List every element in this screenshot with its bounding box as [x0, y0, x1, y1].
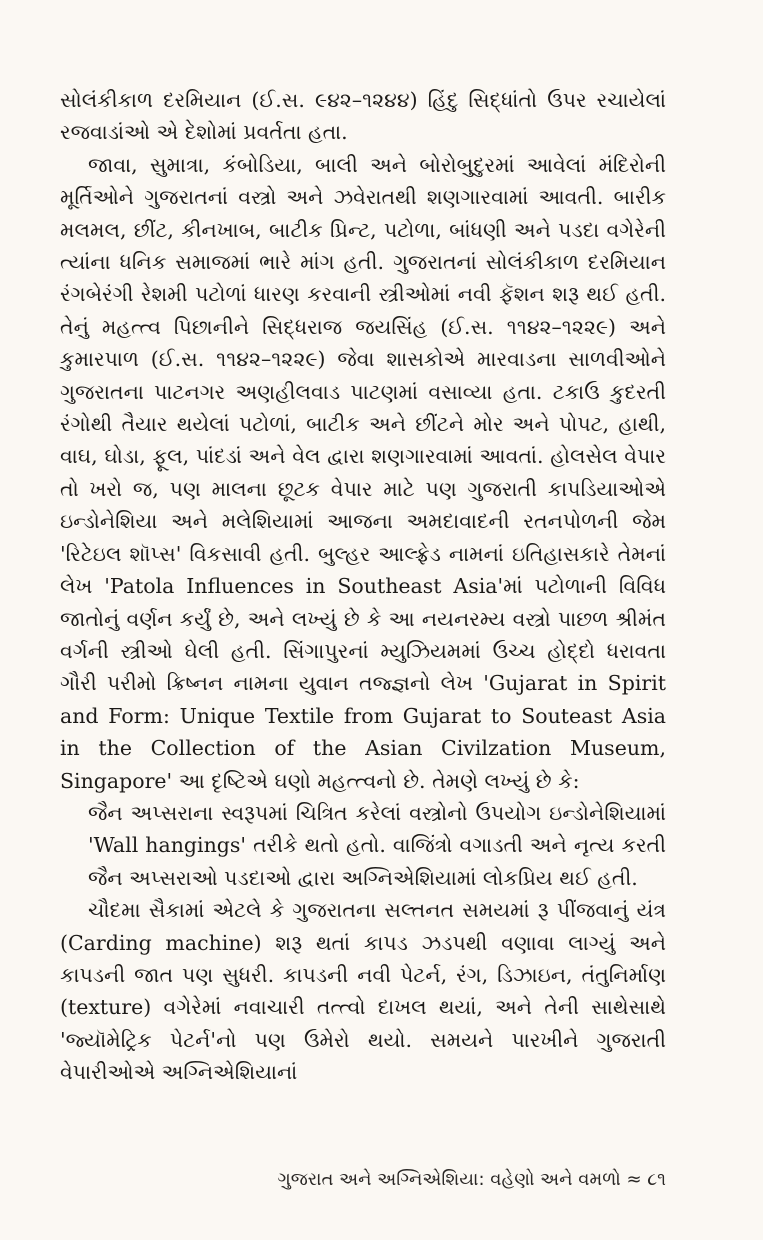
block-quote: જૈન અપ્સરાના સ્વરૂપમાં ચિત્રિત કરેલાં વસ્ત્રોનો ઉપયોગ ઇન્ડોનેશિયામાં 'Wall hangings' તરીકે થતો હતો. વાજિંત્રો વગાડતી અને નૃત્ય કરતી જૈન અપ્સરાઓ પડદાઓ દ્વારા અગ્નિએશિયામાં લોકપ્રિય થઈ હતી. — [88, 800, 666, 890]
paragraph-intro: સોલંકીકાળ દરમિયાન (ઈ.સ. ૯૪૨–૧૨૪૪) હિંદુ સિદ્ધાંતો ઉપર રચાયેલાં રજવાડાંઓ એ દેશોમાં પ્રવર્તતા હતા. — [60, 88, 666, 145]
paragraph-main: જાવા, સુમાત્રા, કંબોડિયા, બાલી અને બોરોબુદુરમાં આવેલાં મંદિરોની મૂર્તિઓને ગુજરાતનાં વસ્ત્રો અને ઝવેરાતથી શણગારવામાં આવતી. બારીક મલમલ, છીંટ, કીનખાબ, બાટીક પ્રિન્ટ, પટોળા, બાંધણી અને પડદા વગેરેની ત્યાંના ધનિક સમાજમાં ભારે માંગ હતી. ગુજરાતનાં સોલંકીકાળ દરમિયાન રંગબેરંગી રેશમી પટોળાં ધારણ કરવાની સ્ત્રીઓમાં નવી ફૅશન શરૂ થઈ હતી. તેનું મહત્ત્વ પિછાનીને સિદ્ધરાજ જયસિંહ (ઈ.સ. ૧૧૪૨–૧૨૨૯) અને કુમારપાળ (ઈ.સ. ૧૧૪૨–૧૨૨૯) જેવા શાસકોએ મારવાડના સાળવીઓને ગુજરાતના પાટનગર અણહીલવાડ પાટણમાં વસાવ્યા હતા. ટકાઉ કુદરતી રંગોથી તૈયાર થયેલાં પટોળાં, બાટીક અને છીંટને મોર અને પોપટ, હાથી, વાઘ, ઘોડા, ફૂલ, પાંદડાં અને વેલ દ્વારા શણગારવામાં આવતાં. હોલસેલ વેપાર તો ખરો જ, પણ માલના છૂટક વેપાર માટે પણ ગુજરાતી કાપડિયાઓએ ઇન્ડોનેશિયા અને મલેશિયામાં આજના અમદાવાદની રતનપોળની જેમ 'રિટેઇલ શૉપ્સ' વિકસાવી હતી. બુલ્હર આલ્ફ્રેડ નામનાં ઇતિહાસકારે તેમનાં લેખ 'Patola Influences in Southeast Asia'માં પટોળાની વિવિધ જાતોનું વર્ણન કર્યું છે, અને લખ્યું છે કે આ નયનરમ્ય વસ્ત્રો પાછળ શ્રીમંત વર્ગની સ્ત્રીઓ ઘેલી હતી. સિંગાપુરનાં મ્યુઝિયમમાં ઉચ્ચ હોદ્દો ધરાવતા ગૌરી પરીમો ક્રિષ્નન નામના યુવાન તજ્જ્ઞનો લેખ 'Gujarat in Spirit and Form: Unique Textile from Gujarat to Souteast Asia in the Collection of the Asian Civilzation Museum, Singapore' આ દૃષ્ટિએ ઘણો મહત્ત્વનો છે. તેમણે લખ્યું છે કે: — [60, 152, 666, 793]
page-body — [60, 84, 666, 1089]
paragraph-closing: ચૌદમા સૈકામાં એટલે કે ગુજરાતના સલ્તનત સમયમાં રૂ પીંજવાનું યંત્ર (Carding machine) શરૂ થતાં કાપડ ઝડપથી વણાવા લાગ્યું અને કાપડની જાત પણ સુધરી. કાપડની નવી પેટર્ન, રંગ, ડિઝાઇન, તંતુનિર્માણ (texture) વગેરેમાં નવાચારી તત્ત્વો દાખલ થયાં, અને તેની સાથેસાથે 'જ્યૉમેટ્રિક પેટર્ન'નો પણ ઉમેરો થયો. સમયને પારખીને ગુજરાતી વેપારીઓએ અગ્નિએશિયાનાં — [60, 898, 666, 1085]
running-footer: ગુજરાત અને અગ્નિએશિયા: વહેણો અને વમળો ≈ ૮૧ — [277, 1169, 666, 1190]
